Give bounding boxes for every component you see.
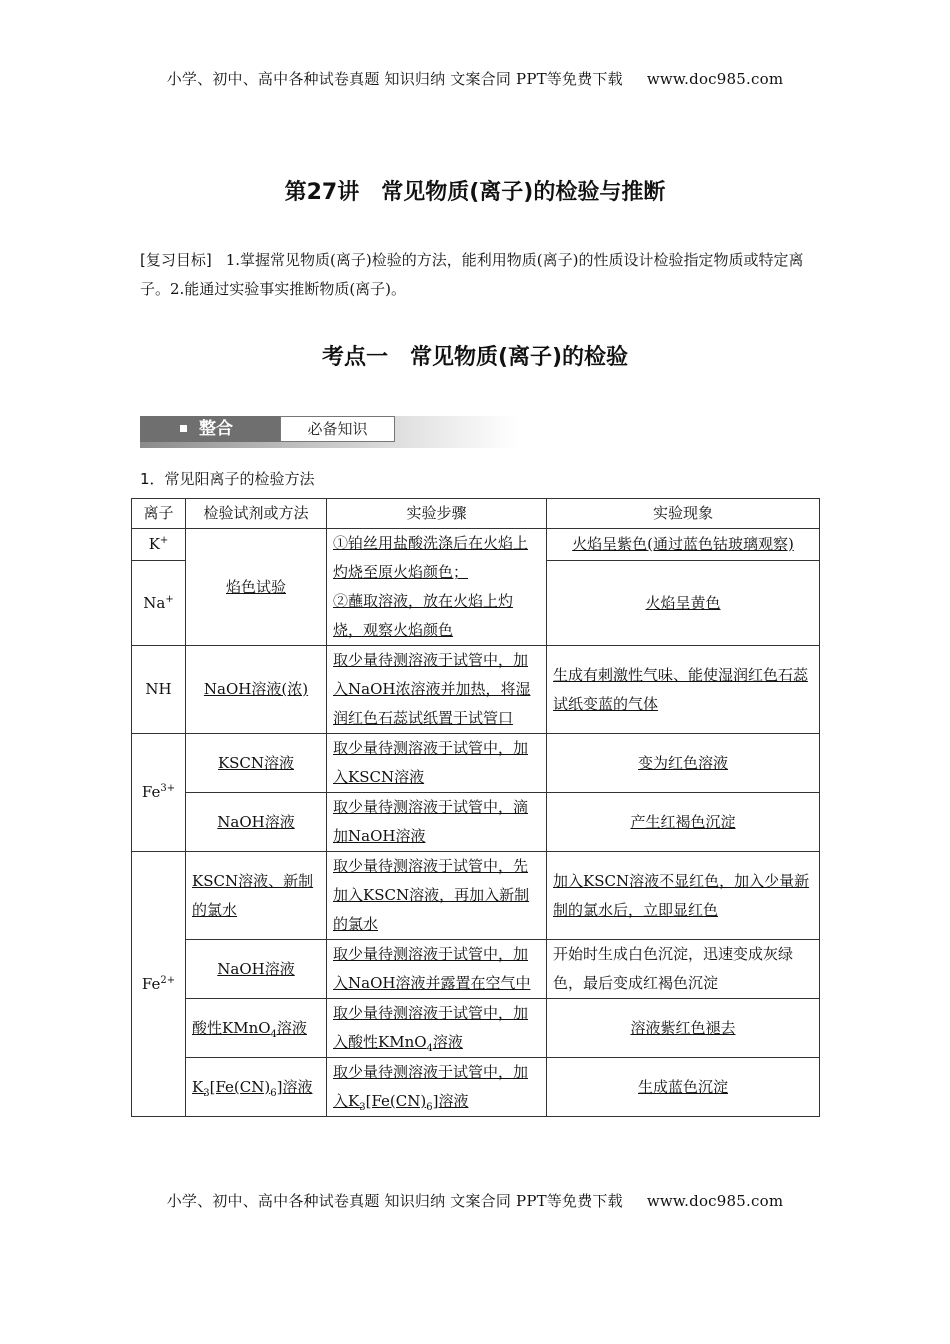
page-header xyxy=(0,68,950,89)
result-fe2-naoh: 开始时生成白色沉淀，迅速变成灰绿色，最后变成红褐色沉淀 xyxy=(547,940,820,999)
reagent-fe2-ferricyanide: $K_3[Fe(CN)_6]$溶液 xyxy=(186,1058,327,1117)
result-fe3-kscn: 变为红色溶液 xyxy=(547,734,820,793)
table-row xyxy=(132,940,820,999)
result-fe3-naoh: 产生红褐色沉淀 xyxy=(547,793,820,852)
review-goal-tag: [复习目标] xyxy=(140,251,212,269)
steps-nh: 取少量待测溶液于试管中，加入NaOH浓溶液并加热，将湿润红色石蕊试纸置于试管口 xyxy=(327,646,547,734)
table-row xyxy=(132,999,820,1058)
reagent-fe2-kmno4: 酸性KMnO$_4$溶液 xyxy=(186,999,327,1058)
table-row xyxy=(132,1058,820,1117)
footer-url[interactable]: www.doc985.com xyxy=(646,1192,784,1210)
result-nh: 生成有刺激性气味、能使湿润红色石蕊试纸变蓝的气体 xyxy=(547,646,820,734)
steps-fe3-naoh: 取少量待测溶液于试管中，滴加NaOH溶液 xyxy=(327,793,547,852)
banner-left-label: 整合 xyxy=(199,419,233,439)
result-na: 火焰呈黄色 xyxy=(547,561,820,646)
table-row xyxy=(132,646,820,734)
banner-left xyxy=(140,416,280,442)
lecture-title: 第27讲 常见物质(离子)的检验与推断 xyxy=(284,180,666,205)
banner-right-label: 必备知识 xyxy=(280,416,395,442)
reagent-fe2-naoh: NaOH溶液 xyxy=(186,940,327,999)
header-reagent: 检验试剂或方法 xyxy=(186,499,327,529)
footer-text: 小学、初中、高中各种试卷真题 知识归纳 文案合同 PPT等免费下载 xyxy=(166,1192,623,1210)
section-banner xyxy=(140,416,518,448)
review-goal xyxy=(140,246,820,304)
result-fe2-ferricyanide: 生成蓝色沉淀 xyxy=(547,1058,820,1117)
subheading: 1．常见阳离子的检验方法 xyxy=(140,470,315,488)
header-text: 小学、初中、高中各种试卷真题 知识归纳 文案合同 PPT等免费下载 xyxy=(166,70,623,88)
header-url[interactable]: www.doc985.com xyxy=(646,70,784,88)
table-row xyxy=(132,734,820,793)
reagent-fe2-kscn: KSCN溶液、新制的氯水 xyxy=(186,852,327,940)
ion-fe2: $Fe^{2+}$ xyxy=(132,852,186,1117)
review-goal-text: 1.掌握常见物质(离子)检验的方法，能利用物质(离子)的性质设计检验指定物质或特定离子。2.能通过实验事实推断物质(离子)。 xyxy=(140,251,804,298)
reagent-fe3-kscn: KSCN溶液 xyxy=(186,734,327,793)
result-k: 火焰呈紫色(通过蓝色钴玻璃观察) xyxy=(547,529,820,561)
cation-test-table xyxy=(131,498,820,1117)
steps-fe2-ferricyanide: 取少量待测溶液于试管中，加入$K_3[Fe(CN)_6]$溶液 xyxy=(327,1058,547,1117)
result-fe2-kscn: 加入KSCN溶液不显红色，加入少量新制的氯水后，立即显红色 xyxy=(547,852,820,940)
ion-fe3: $Fe^{3+}$ xyxy=(132,734,186,852)
ion-nh: NH xyxy=(132,646,186,734)
section-title: 考点一 常见物质(离子)的检验 xyxy=(321,345,629,370)
steps-flame: ①铂丝用盐酸洗涤后在火焰上灼烧至原火焰颜色； ②蘸取溶液，放在火焰上灼烧，观察火焰颜色 xyxy=(327,529,547,646)
table-row xyxy=(132,793,820,852)
table-row xyxy=(132,852,820,940)
reagent-nh: NaOH溶液(浓) xyxy=(186,646,327,734)
square-bullet-icon xyxy=(180,425,187,432)
header-steps: 实验步骤 xyxy=(327,499,547,529)
steps-fe2-kmno4: 取少量待测溶液于试管中，加入酸性KMnO$_4$溶液 xyxy=(327,999,547,1058)
table-header-row xyxy=(132,499,820,529)
reagent-flame: 焰色试验 xyxy=(186,529,327,646)
header-phenomenon: 实验现象 xyxy=(547,499,820,529)
table-row xyxy=(132,529,820,561)
ion-na: Na+ xyxy=(132,561,186,646)
steps-fe2-kscn: 取少量待测溶液于试管中，先加入KSCN溶液，再加入新制的氯水 xyxy=(327,852,547,940)
steps-fe3-kscn: 取少量待测溶液于试管中，加入KSCN溶液 xyxy=(327,734,547,793)
ion-k: K+ xyxy=(132,529,186,561)
steps-fe2-naoh: 取少量待测溶液于试管中，加入NaOH溶液并露置在空气中 xyxy=(327,940,547,999)
header-ion: 离子 xyxy=(132,499,186,529)
result-fe2-kmno4: 溶液紫红色褪去 xyxy=(547,999,820,1058)
page-footer xyxy=(0,1190,950,1211)
reagent-fe3-naoh: NaOH溶液 xyxy=(186,793,327,852)
